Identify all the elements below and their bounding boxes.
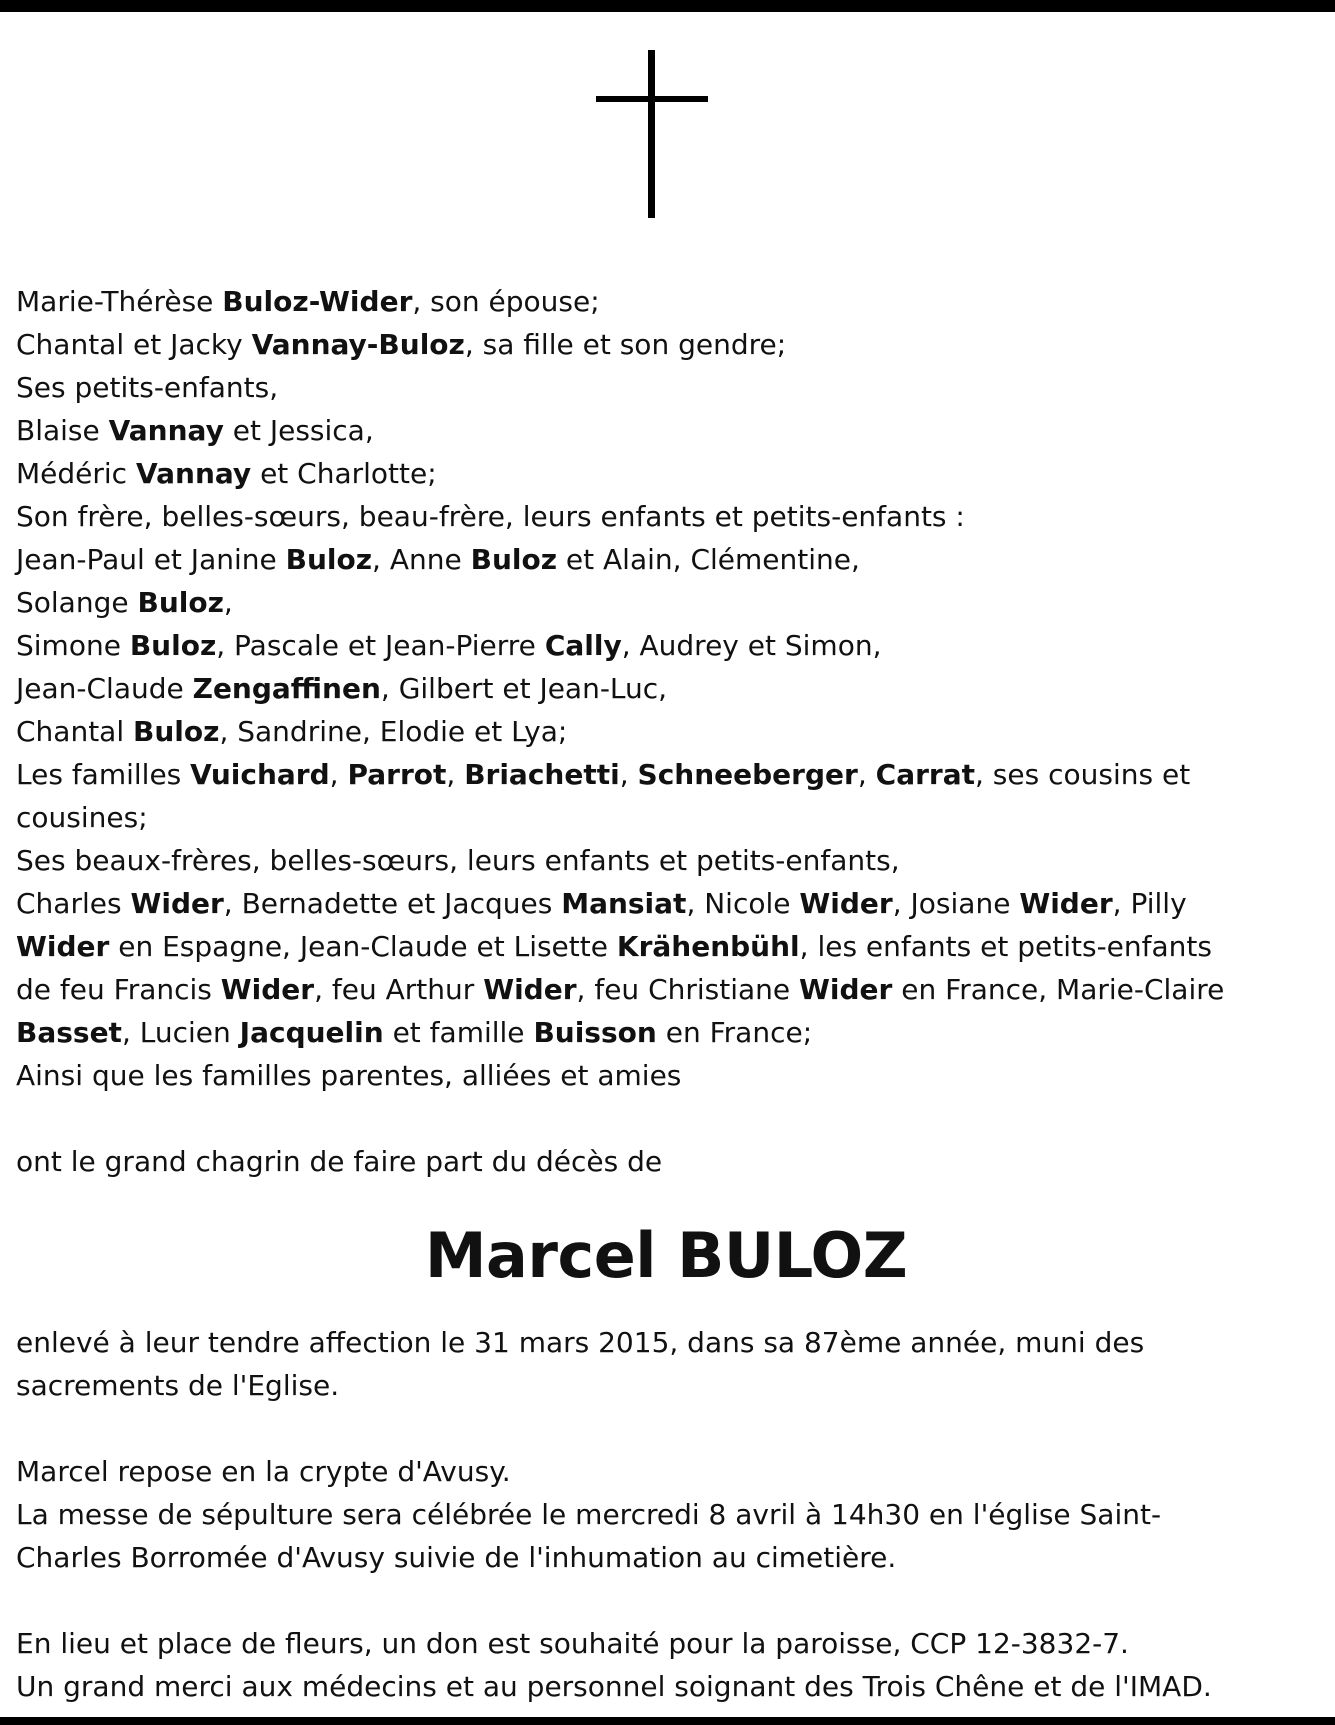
family-line xyxy=(16,323,1316,366)
cross-icon xyxy=(596,50,708,218)
family-text: en Espagne, Jean-Claude et Lisette xyxy=(109,930,617,963)
family-surname: Wider xyxy=(220,973,315,1006)
family-surname: Cally xyxy=(544,629,622,662)
family-line xyxy=(16,280,1316,323)
family-text: , les enfants et petits-enfants xyxy=(799,930,1212,963)
family-line xyxy=(16,495,1316,538)
arrangements-block xyxy=(16,1450,1316,1579)
family-line xyxy=(16,968,1316,1011)
spacer xyxy=(16,1097,1316,1140)
family-text: et famille xyxy=(383,1016,534,1049)
family-surname: Mansiat xyxy=(561,887,687,920)
family-line xyxy=(16,581,1316,624)
family-surname: Buloz xyxy=(137,586,224,619)
obituary-notice xyxy=(16,280,1316,1708)
family-surname: Wider xyxy=(1019,887,1113,920)
family-line xyxy=(16,538,1316,581)
deceased-name: Marcel BULOZ xyxy=(424,1219,908,1292)
closing-block xyxy=(16,1622,1316,1708)
family-text: Marie-Thérèse xyxy=(16,285,223,318)
family-surname: Buloz xyxy=(285,543,373,576)
family-text: Solange xyxy=(16,586,138,619)
family-surname: Wider xyxy=(16,930,110,963)
family-text: , Bernadette et Jacques xyxy=(223,887,562,920)
family-text: , feu Arthur xyxy=(314,973,484,1006)
family-text: Médéric xyxy=(16,457,136,490)
family-surname: Wider xyxy=(799,973,893,1006)
details-line: enlevé à leur tendre affection le 31 mars 2015, dans sa 87ème année, muni des xyxy=(16,1326,1145,1359)
details-block xyxy=(16,1321,1316,1407)
family-text: Les familles xyxy=(16,758,191,791)
family-surname: Krähenbühl xyxy=(616,930,800,963)
family-line xyxy=(16,839,1316,882)
family-text: en France; xyxy=(656,1016,813,1049)
family-text: et Jessica, xyxy=(223,414,374,447)
family-text: , xyxy=(619,758,638,791)
family-surname: Vannay xyxy=(108,414,224,447)
family-text: Ses petits-enfants, xyxy=(16,371,279,404)
family-text: , Josiane xyxy=(892,887,1020,920)
family-text: , sa fille et son gendre; xyxy=(464,328,787,361)
family-line xyxy=(16,452,1316,495)
family-text: Ainsi que les familles parentes, alliées et amies xyxy=(16,1059,682,1092)
family-surname: Vannay-Buloz xyxy=(251,328,465,361)
family-surname: Vuichard xyxy=(190,758,330,791)
family-text: cousines; xyxy=(16,801,148,834)
arrangements-line: Marcel repose en la crypte d'Avusy. xyxy=(16,1455,511,1488)
family-text: et Charlotte; xyxy=(251,457,437,490)
family-text: Blaise xyxy=(16,414,109,447)
family-surname: Schneeberger xyxy=(637,758,858,791)
family-text: , feu Christiane xyxy=(576,973,800,1006)
spacer xyxy=(16,1407,1316,1450)
closing-line: En lieu et place de fleurs, un don est souhaité pour la paroisse, CCP 12-3832-7. xyxy=(16,1627,1129,1660)
family-surname: Vannay xyxy=(135,457,252,490)
family-text: Simone xyxy=(16,629,130,662)
family-surname: Buisson xyxy=(533,1016,657,1049)
family-text: , Pascale et Jean-Pierre xyxy=(216,629,545,662)
family-text: Ses beaux-frères, belles-sœurs, leurs enfants et petits-enfants, xyxy=(16,844,900,877)
family-text: , xyxy=(223,586,233,619)
family-line xyxy=(16,366,1316,409)
family-text: Chantal xyxy=(16,715,134,748)
family-text: , xyxy=(446,758,465,791)
family-surname: Buloz xyxy=(133,715,220,748)
family-text: , ses cousins et xyxy=(974,758,1191,791)
family-line xyxy=(16,624,1316,667)
family-text: , Anne xyxy=(372,543,471,576)
top-border xyxy=(0,0,1335,12)
closing-line: Un grand merci aux médecins et au personnel soignant des Trois Chêne et de l'IMAD. xyxy=(16,1670,1212,1703)
family-line xyxy=(16,882,1316,925)
family-text: , Gilbert et Jean-Luc, xyxy=(380,672,668,705)
family-surname: Wider xyxy=(799,887,893,920)
family-text: , xyxy=(329,758,348,791)
family-list xyxy=(16,280,1316,1097)
family-line xyxy=(16,710,1316,753)
family-text: Jean-Paul et Janine xyxy=(16,543,286,576)
family-surname: Buloz xyxy=(129,629,217,662)
family-text: , Nicole xyxy=(686,887,800,920)
family-line xyxy=(16,1054,1316,1097)
family-text: , Sandrine, Elodie et Lya; xyxy=(219,715,568,748)
family-surname: Wider xyxy=(130,887,224,920)
family-surname: Basset xyxy=(16,1016,122,1049)
arrangements-line: Charles Borromée d'Avusy suivie de l'inhumation au cimetière. xyxy=(16,1541,897,1574)
family-line xyxy=(16,796,1316,839)
family-text: Son frère, belles-sœurs, beau-frère, leurs enfants et petits-enfants : xyxy=(16,500,965,533)
family-surname: Buloz-Wider xyxy=(222,285,413,318)
family-surname: Buloz xyxy=(470,543,558,576)
family-line xyxy=(16,753,1316,796)
family-text: , Lucien xyxy=(121,1016,240,1049)
arrangements-line: La messe de sépulture sera célébrée le mercredi 8 avril à 14h30 en l'église Saint- xyxy=(16,1498,1162,1531)
family-text: , son épouse; xyxy=(412,285,600,318)
family-text: Jean-Claude xyxy=(16,672,193,705)
family-line xyxy=(16,1011,1316,1054)
family-line xyxy=(16,667,1316,710)
family-text: , xyxy=(857,758,876,791)
family-surname: Wider xyxy=(483,973,577,1006)
family-text: , Pilly xyxy=(1112,887,1187,920)
family-text: Charles xyxy=(16,887,131,920)
family-text: Chantal et Jacky xyxy=(16,328,252,361)
family-text: et Alain, Clémentine, xyxy=(557,543,860,576)
family-surname: Jacquelin xyxy=(239,1016,384,1049)
family-text: en France, Marie-Claire xyxy=(892,973,1225,1006)
spacer xyxy=(16,1579,1316,1622)
family-surname: Briachetti xyxy=(464,758,620,791)
family-text: de feu Francis xyxy=(16,973,221,1006)
announcement-line: ont le grand chagrin de faire part du décès de xyxy=(16,1145,663,1178)
family-surname: Carrat xyxy=(875,758,975,791)
family-surname: Parrot xyxy=(347,758,447,791)
family-line xyxy=(16,409,1316,452)
bottom-border xyxy=(0,1717,1335,1725)
family-line xyxy=(16,925,1316,968)
details-line: sacrements de l'Eglise. xyxy=(16,1369,340,1402)
family-surname: Zengaffinen xyxy=(192,672,381,705)
family-text: , Audrey et Simon, xyxy=(621,629,882,662)
